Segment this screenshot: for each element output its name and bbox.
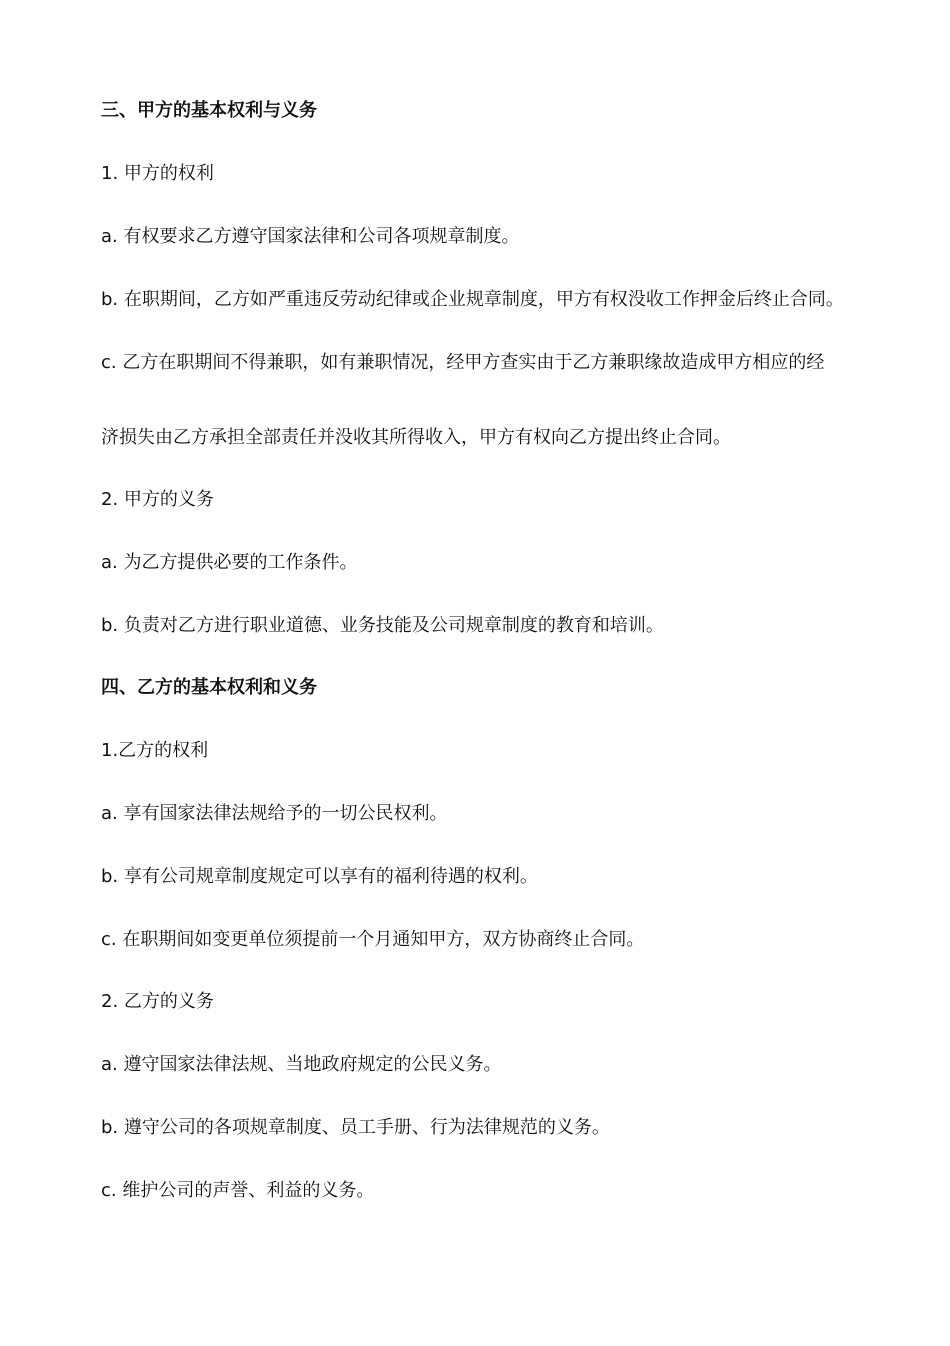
subheading-party-a-rights: 1. 甲方的权利 bbox=[101, 163, 214, 184]
paragraph-line: a. 享有国家法律法规给予的一切公民权利。 bbox=[101, 803, 448, 824]
paragraph-line: b. 在职期间，乙方如严重违反劳动纪律或企业规章制度，甲方有权没收工作押金后终止合同。 bbox=[101, 289, 844, 310]
subheading-party-b-rights: 1.乙方的权利 bbox=[101, 740, 209, 761]
paragraph-line: a. 遵守国家法律法规、当地政府规定的公民义务。 bbox=[101, 1054, 502, 1075]
section-heading-party-a: 三、甲方的基本权利与义务 bbox=[101, 100, 317, 121]
paragraph-line: b. 负责对乙方进行职业道德、业务技能及公司规章制度的教育和培训。 bbox=[101, 615, 664, 636]
section-heading-party-b: 四、乙方的基本权利和义务 bbox=[101, 677, 317, 698]
paragraph-line: c. 维护公司的声誉、利益的义务。 bbox=[101, 1180, 375, 1201]
subheading-party-b-obligations: 2. 乙方的义务 bbox=[101, 991, 214, 1012]
paragraph-line: a. 为乙方提供必要的工作条件。 bbox=[101, 552, 358, 573]
paragraph-line: c. 在职期间如变更单位须提前一个月通知甲方，双方协商终止合同。 bbox=[101, 929, 645, 950]
paragraph-line: a. 有权要求乙方遵守国家法律和公司各项规章制度。 bbox=[101, 226, 520, 247]
paragraph-line: c. 乙方在职期间不得兼职，如有兼职情况，经甲方查实由于乙方兼职缘故造成甲方相应的经 bbox=[101, 352, 825, 373]
paragraph-line: b. 遵守公司的各项规章制度、员工手册、行为法律规范的义务。 bbox=[101, 1117, 610, 1138]
subheading-party-a-obligations: 2. 甲方的义务 bbox=[101, 489, 214, 510]
paragraph-line: b. 享有公司规章制度规定可以享有的福利待遇的权利。 bbox=[101, 866, 538, 887]
paragraph-line: 济损失由乙方承担全部责任并没收其所得收入，甲方有权向乙方提出终止合同。 bbox=[101, 427, 731, 448]
